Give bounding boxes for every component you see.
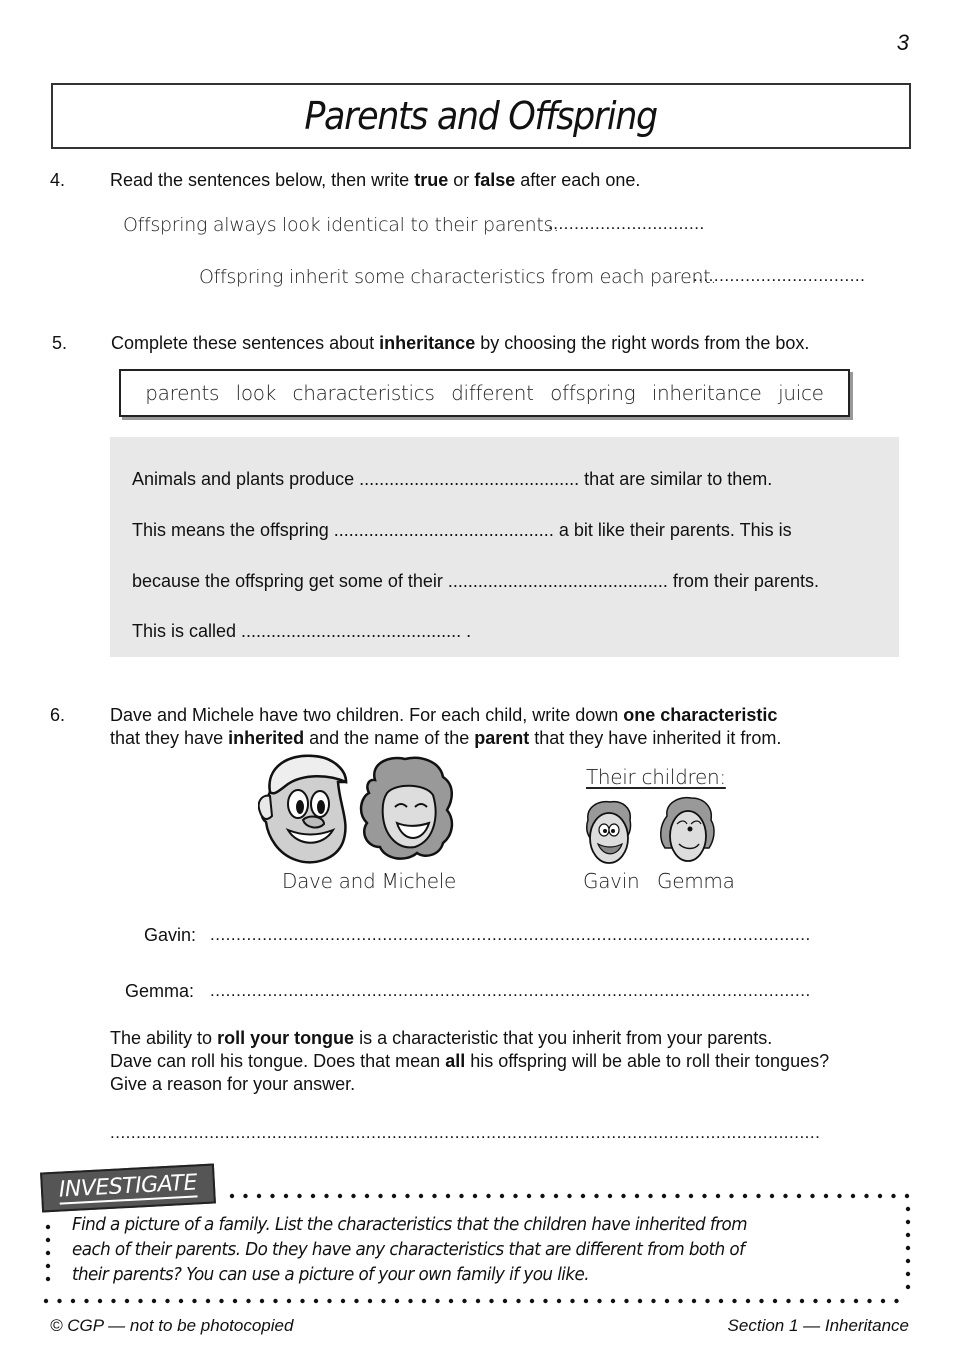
border-dot [233, 1299, 237, 1303]
border-dot [273, 1299, 277, 1303]
instruction-bold-inheritance: inheritance [379, 333, 476, 353]
question-6-number: 6. [50, 705, 66, 725]
border-dot [567, 1194, 571, 1198]
border-dot [651, 1299, 655, 1303]
border-dot [513, 1194, 517, 1198]
footer-section: Section 1 — Inheritance [727, 1316, 909, 1335]
border-dot [906, 1207, 910, 1211]
border-dot [543, 1299, 547, 1303]
instruction-text: Read the sentences below, then write [110, 170, 415, 190]
border-dot [311, 1194, 315, 1198]
border-dot [675, 1194, 679, 1198]
border-dot [57, 1299, 61, 1303]
border-dot [638, 1299, 642, 1303]
border-dot [581, 1194, 585, 1198]
gemma-answer-blank[interactable]: ................................................................................................................... [210, 981, 811, 1000]
border-dot [516, 1299, 520, 1303]
border-dot [689, 1194, 693, 1198]
border-dot [378, 1194, 382, 1198]
border-dot [716, 1194, 720, 1198]
border-dot [138, 1299, 142, 1303]
word-option: inheritance [651, 381, 762, 405]
border-dot [368, 1299, 372, 1303]
footer-copyright: © CGP — not to be photocopied [50, 1316, 294, 1335]
border-dot [354, 1299, 358, 1303]
parents-label: Dave and Michele [282, 869, 456, 893]
question-6-line-1 [110, 705, 777, 726]
investigate-label: INVESTIGATE [58, 1170, 198, 1203]
fill-sentence-3[interactable]: because the offspring get some of their ............................................ from their parents. [132, 571, 819, 591]
title-box [51, 83, 911, 149]
border-dot [408, 1299, 412, 1303]
border-dot [867, 1299, 871, 1303]
instruction-text: his offspring will be able to roll their tongues? [465, 1051, 830, 1071]
border-dot [906, 1246, 910, 1250]
border-dot [419, 1194, 423, 1198]
border-dot [570, 1299, 574, 1303]
answer-blank-2[interactable]: ................................. [693, 266, 866, 285]
word-option: characteristics [292, 381, 435, 405]
fill-sentence-4[interactable]: This is called ............................................ . [132, 621, 472, 641]
border-dot [125, 1299, 129, 1303]
instruction-text: The ability to [110, 1028, 218, 1048]
border-dot [179, 1299, 183, 1303]
border-dot [597, 1299, 601, 1303]
word-box [119, 369, 850, 417]
border-dot [864, 1194, 868, 1198]
gavin-face-illustration [582, 800, 634, 866]
question-4-number: 4. [50, 170, 66, 190]
page-title: Parents and Offspring [304, 94, 658, 138]
border-dot [327, 1299, 331, 1303]
border-dot [813, 1299, 817, 1303]
statement-2: Offspring inherit some characteristics from each parent. [199, 266, 717, 288]
instruction-text: Complete these sentences about [111, 333, 380, 353]
tongue-question-line-3: Give a reason for your answer. [110, 1074, 356, 1094]
border-dot [473, 1194, 477, 1198]
instruction-text: is a characteristic that you inherit from your parents. [354, 1028, 773, 1048]
answer-blank-1[interactable]: .............................. [548, 214, 705, 233]
border-dot [257, 1194, 261, 1198]
border-dot [611, 1299, 615, 1303]
border-dot [797, 1194, 801, 1198]
border-dot [243, 1194, 247, 1198]
border-dot [297, 1194, 301, 1198]
border-dot [476, 1299, 480, 1303]
border-dot [773, 1299, 777, 1303]
border-dot [449, 1299, 453, 1303]
border-dot [270, 1194, 274, 1198]
fill-sentence-2[interactable]: This means the offspring ............................................ a bit like their parents. This is [132, 520, 792, 540]
word-option: offspring [550, 381, 636, 405]
border-dot [395, 1299, 399, 1303]
instruction-text: Dave can roll his tongue. Does that mean [110, 1051, 446, 1071]
gavin-answer-label: Gavin: [144, 925, 197, 945]
question-4-instruction [110, 170, 640, 191]
border-dot [300, 1299, 304, 1303]
instruction-bold-false: false [474, 170, 516, 190]
word-option: different [451, 381, 534, 405]
gemma-face-illustration [657, 796, 717, 866]
border-dot [230, 1194, 234, 1198]
border-dot [840, 1299, 844, 1303]
border-dot [46, 1238, 50, 1242]
border-dot [894, 1299, 898, 1303]
border-dot [219, 1299, 223, 1303]
instruction-text: and the name of the [304, 728, 475, 748]
border-dot [314, 1299, 318, 1303]
border-dot [500, 1194, 504, 1198]
border-dot [432, 1194, 436, 1198]
investigate-line-3: their parents? You can use a picture of your own family if you like. [72, 1264, 590, 1285]
border-dot [837, 1194, 841, 1198]
question-5-instruction [111, 333, 809, 354]
instruction-bold-true: true [414, 170, 449, 190]
border-dot [594, 1194, 598, 1198]
border-dot [702, 1194, 706, 1198]
border-dot [287, 1299, 291, 1303]
border-dot [192, 1299, 196, 1303]
border-dot [284, 1194, 288, 1198]
statement-1: Offspring always look identical to their parents. [123, 214, 559, 236]
instruction-text: or [448, 170, 475, 190]
gavin-answer-blank[interactable]: ................................................................................................................... [210, 925, 811, 944]
border-dot [365, 1194, 369, 1198]
border-dot [46, 1225, 50, 1229]
instruction-text: that they have [110, 728, 229, 748]
border-dot [854, 1299, 858, 1303]
border-dot [165, 1299, 169, 1303]
border-dot [759, 1299, 763, 1303]
child-label-gemma: Gemma [657, 869, 735, 893]
instruction-text: by choosing the right words from the box. [475, 333, 810, 353]
border-dot [459, 1194, 463, 1198]
border-dot [503, 1299, 507, 1303]
border-dot [71, 1299, 75, 1303]
border-dot [705, 1299, 709, 1303]
border-dot [206, 1299, 210, 1303]
tongue-answer-blank[interactable]: ........................................................................................................................................ [110, 1123, 821, 1142]
border-dot [878, 1194, 882, 1198]
border-dot [906, 1220, 910, 1224]
border-dot [462, 1299, 466, 1303]
border-dot [719, 1299, 723, 1303]
border-dot [46, 1277, 50, 1281]
child-label-gavin: Gavin [583, 869, 640, 893]
border-dot [905, 1194, 909, 1198]
border-dot [881, 1299, 885, 1303]
border-dot [554, 1194, 558, 1198]
border-dot [351, 1194, 355, 1198]
investigate-line-1: Find a picture of a family. List the characteristics that the children have inherited from [72, 1214, 747, 1235]
border-dot [557, 1299, 561, 1303]
border-dot [324, 1194, 328, 1198]
border-dot [111, 1299, 115, 1303]
border-dot [46, 1251, 50, 1255]
border-dot [422, 1299, 426, 1303]
border-dot [648, 1194, 652, 1198]
border-dot [800, 1299, 804, 1303]
word-option: juice [778, 381, 824, 405]
border-dot [756, 1194, 760, 1198]
border-dot [746, 1299, 750, 1303]
border-dot [44, 1299, 48, 1303]
border-dot [729, 1194, 733, 1198]
border-dot [152, 1299, 156, 1303]
border-dot [341, 1299, 345, 1303]
border-dot [98, 1299, 102, 1303]
instruction-text: Dave and Michele have two children. For each child, write down [110, 705, 624, 725]
tongue-question-line-2 [110, 1051, 829, 1072]
border-dot [906, 1272, 910, 1276]
border-dot [786, 1299, 790, 1303]
border-dot [435, 1299, 439, 1303]
question-6-line-2 [110, 728, 781, 749]
dave-face-illustration [258, 752, 358, 867]
border-dot [584, 1299, 588, 1303]
border-dot [743, 1194, 747, 1198]
border-dot [392, 1194, 396, 1198]
border-dot [486, 1194, 490, 1198]
border-dot [608, 1194, 612, 1198]
investigate-line-2: each of their parents. Do they have any characteristics that are different from both of [72, 1239, 745, 1260]
border-dot [810, 1194, 814, 1198]
word-option: look [235, 381, 277, 405]
border-dot [824, 1194, 828, 1198]
border-dot [827, 1299, 831, 1303]
border-dot [783, 1194, 787, 1198]
instruction-text: after each one. [515, 170, 641, 190]
tongue-question-line-1 [110, 1028, 772, 1049]
instruction-bold: roll your tongue [217, 1028, 355, 1048]
border-dot [662, 1194, 666, 1198]
michele-face-illustration [355, 755, 460, 865]
border-dot [260, 1299, 264, 1303]
border-dot [732, 1299, 736, 1303]
border-dot [246, 1299, 250, 1303]
border-dot [665, 1299, 669, 1303]
border-dot [540, 1194, 544, 1198]
instruction-bold: parent [474, 728, 530, 748]
instruction-text: that they have inherited it from. [529, 728, 782, 748]
page-number: 3 [896, 30, 909, 55]
border-dot [621, 1194, 625, 1198]
border-dot [770, 1194, 774, 1198]
border-dot [84, 1299, 88, 1303]
border-dot [381, 1299, 385, 1303]
border-dot [446, 1194, 450, 1198]
border-dot [624, 1299, 628, 1303]
border-dot [906, 1233, 910, 1237]
border-dot [906, 1285, 910, 1289]
instruction-bold: all [445, 1051, 466, 1071]
children-header: Their children: [586, 765, 726, 789]
instruction-bold: inherited [228, 728, 305, 748]
border-dot [527, 1194, 531, 1198]
border-dot [851, 1194, 855, 1198]
border-dot [906, 1259, 910, 1263]
border-dot [338, 1194, 342, 1198]
gemma-answer-label: Gemma: [125, 981, 195, 1001]
border-dot [405, 1194, 409, 1198]
border-dot [46, 1264, 50, 1268]
border-dot [530, 1299, 534, 1303]
word-option: parents [145, 381, 220, 405]
question-5-number: 5. [52, 333, 68, 353]
fill-sentence-1[interactable]: Animals and plants produce ............................................ that are similar to them. [132, 469, 773, 489]
instruction-bold: one characteristic [623, 705, 778, 725]
border-dot [635, 1194, 639, 1198]
border-dot [891, 1194, 895, 1198]
border-dot [489, 1299, 493, 1303]
border-dot [692, 1299, 696, 1303]
border-dot [678, 1299, 682, 1303]
